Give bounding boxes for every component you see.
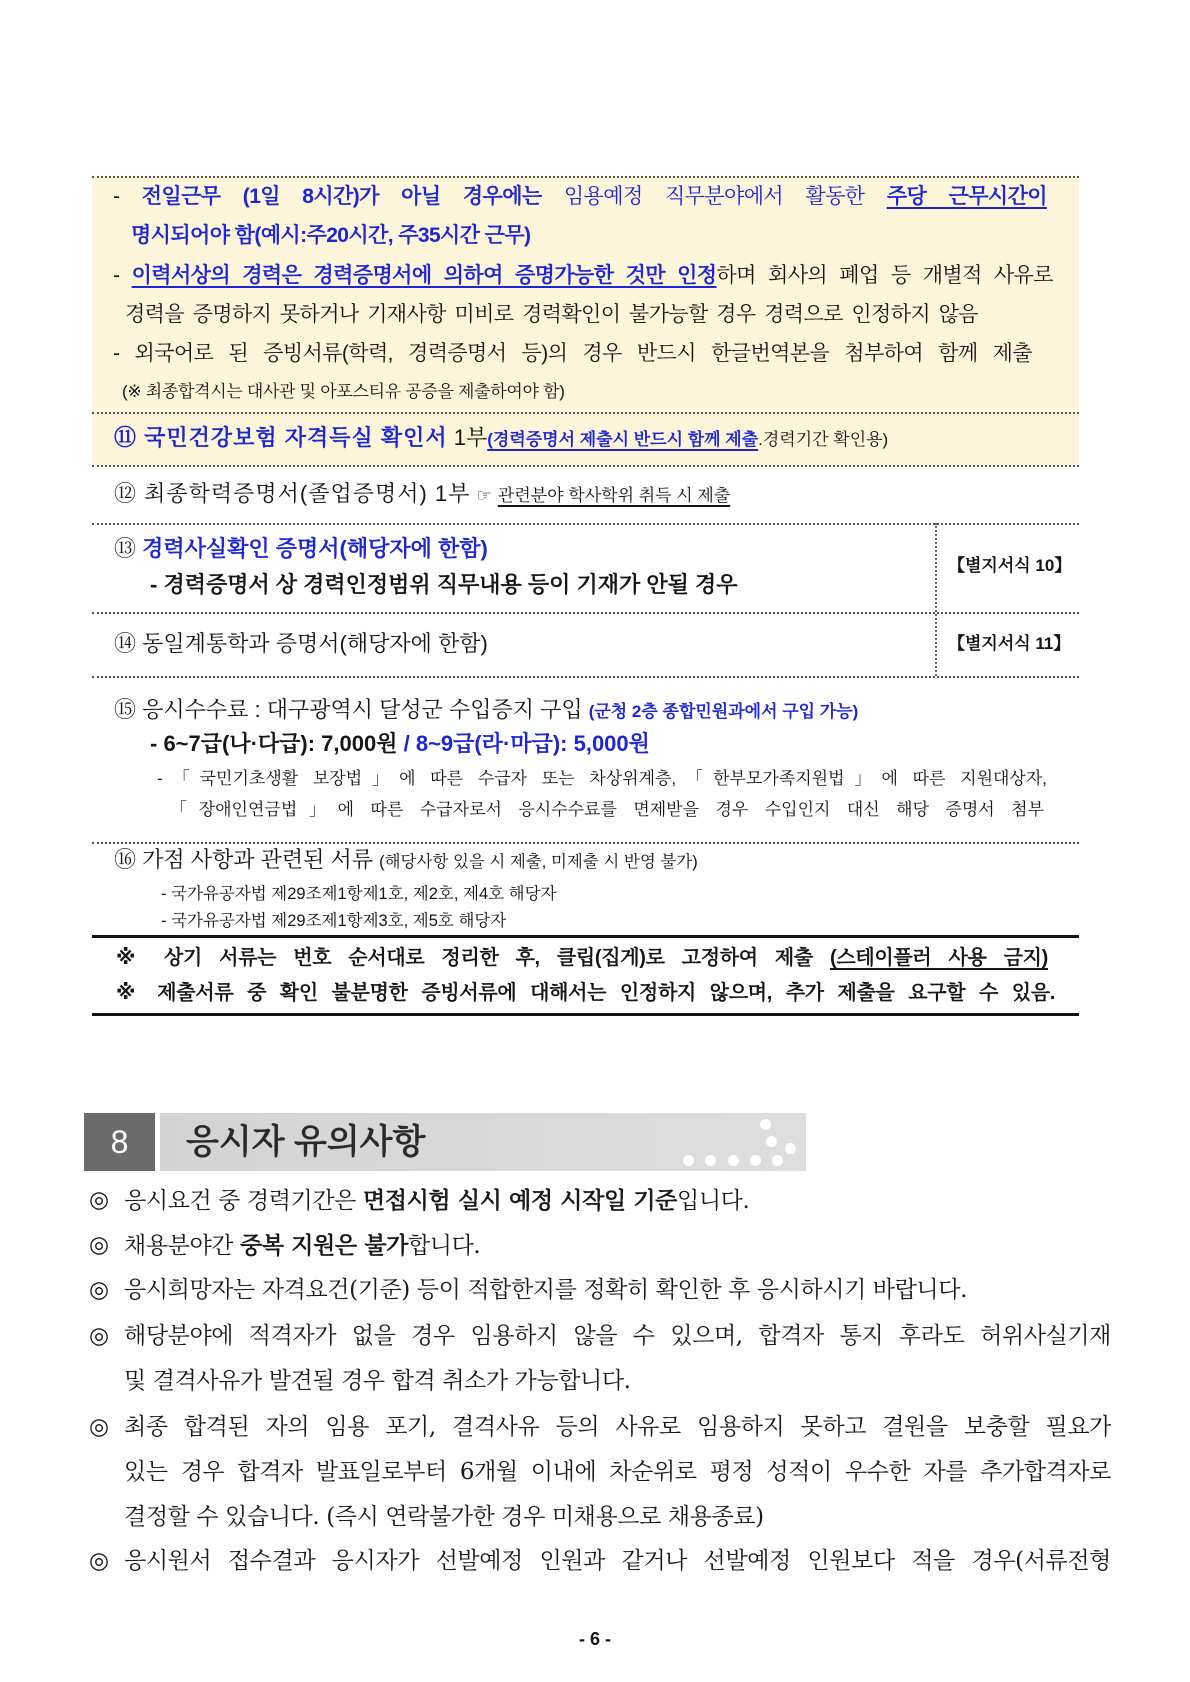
notice-text: 응시요건 중 경력기간은 <box>124 1188 357 1214</box>
bullet-mark: ◎ <box>89 1277 109 1303</box>
career-note-text: 하며 회사의 폐업 등 개별적 사유로 <box>716 264 1053 287</box>
notice-line <box>124 1178 1111 1223</box>
proof-requirement-emphasis: 이력서상의 경력은 경력증명서에 의하여 증명가능한 것만 인정 <box>131 264 717 287</box>
career-note-line <box>113 177 1047 216</box>
notice-emphasis: 면접시험 실시 예정 시작일 기준 <box>362 1187 678 1214</box>
dash: - <box>113 264 120 287</box>
section-number: 8 <box>84 1113 155 1171</box>
notice-line: 응시희망자는 자격요건(기준) 등이 적합한지를 정확히 확인한 후 응시하시기 바랍니다. <box>124 1277 967 1303</box>
notice-text: 합니다. <box>407 1233 481 1259</box>
footnote <box>116 943 1048 973</box>
item-note: .경력기간 확인용) <box>758 430 889 449</box>
notice-emphasis: 중복 지원은 불가 <box>240 1232 408 1259</box>
notice-line: 있는 경우 합격자 발표일로부터 6개월 이내에 차순위로 평정 성적이 우수한 자를 추가합격자로 <box>124 1459 1111 1485</box>
notice-line: 응시원서 접수결과 응시자가 선발예정 인원과 같거나 선발예정 인원보다 적을 경우(서류전형 <box>124 1548 1111 1574</box>
career-note-line <box>113 256 1053 295</box>
bullet-mark: ◎ <box>89 1323 109 1349</box>
weekly-hours-emphasis: 주당 근무시간이 <box>886 185 1047 208</box>
item-note: (해당사항 있을 시 제출, 미제출 시 반영 불가) <box>379 853 698 871</box>
bullet-mark: ◎ <box>89 1232 109 1258</box>
document-item-11 <box>114 421 1074 455</box>
fee-grade-8-9: / 8~9급(라·마급): 5,000원 <box>403 731 650 756</box>
item-sub-line: - 국가유공자법 제29조제1항제1호, 제2호, 제4호 해당자 <box>161 885 557 903</box>
notice-text: 입니다. <box>677 1188 750 1214</box>
pointing-hand-icon: ☞ <box>476 486 492 505</box>
item-title: 경력사실확인 증명서(해당자에 한함) <box>142 536 488 561</box>
form-reference: 【별지서식 11】 <box>948 634 1071 653</box>
fee-grade-6-7: - 6~7급(나·다급): 7,000원 <box>150 731 398 756</box>
footnote: ※ 제출서류 중 확인 불분명한 증빙서류에 대해서는 인정하지 않으며, 추가 제출을 요구할 수 있음. <box>116 982 1055 1004</box>
row-divider <box>92 612 1079 614</box>
decorative-dot <box>760 1119 771 1130</box>
decorative-dot <box>750 1155 761 1166</box>
item-note: 관련분야 학사학위 취득 시 제출 <box>497 486 731 505</box>
decorative-dot <box>772 1155 783 1166</box>
decorative-dot <box>766 1136 777 1147</box>
fulltime-condition: 전일근무 (1일 8시간)가 아닐 경우에는 <box>141 185 542 208</box>
footnote-bottom-rule <box>92 1013 1079 1016</box>
footnote-text: ※ 상기 서류는 번호 순서대로 정리한 후, 클립(집게)로 고정하여 제출 <box>116 947 813 969</box>
purchase-location: (군청 2층 종합민원과에서 구입 가능) <box>588 702 859 721</box>
stapler-warning: (스테이플러 사용 금지) <box>829 947 1048 969</box>
item-detail: - 경력증명서 상 경력인정범위 직무내용 등이 기재가 안될 경우 <box>150 572 738 597</box>
career-note-line: 명시되어야 함(예시:주20시간, 주35시간 근무) <box>131 224 531 247</box>
decorative-dot <box>683 1155 694 1166</box>
decorative-dot <box>728 1155 739 1166</box>
item-number: ⑬ <box>114 536 137 561</box>
item-sub-line: - 국가유공자법 제29조제1항제3호, 제5호 해당자 <box>161 912 507 930</box>
document-item-16 <box>114 843 1074 877</box>
bullet-mark: ◎ <box>89 1548 109 1574</box>
notice-line: 최종 합격된 자의 임용 포기, 결격사유 등의 사유로 임용하지 못하고 결원을 보충할 필요가 <box>124 1414 1111 1440</box>
document-item-12 <box>114 477 1074 511</box>
form-reference: 【별지서식 10】 <box>948 556 1072 575</box>
row-divider <box>92 523 1079 525</box>
career-note-line: 경력을 증명하지 못하거나 기재사항 미비로 경력확인이 불가능할 경우 경력으로 인정하지 않음 <box>125 303 978 326</box>
item-note: (경력증명서 제출시 반드시 함께 제출 <box>487 430 759 449</box>
decorative-dot <box>705 1155 716 1166</box>
career-note-line: (※ 최종합격시는 대사관 및 아포스티유 공증을 제출하여야 함) <box>122 382 565 401</box>
fee-exemption-line: 「장애인연금법」에 따른 수급자로서 응시수수료를 면제받을 경우 수입인지 대신 해당 증명서 첨부 <box>170 800 1044 819</box>
item-title: ⑮ 응시수수료 : 대구광역시 달성군 수입증지 구입 <box>114 697 583 722</box>
table-bottom-rule <box>92 935 1079 938</box>
row-divider <box>92 412 1079 414</box>
form-column-divider <box>935 523 937 676</box>
document-item-14: ⑭ 동일계통학과 증명서(해당자에 한함) <box>114 631 488 656</box>
item-title: ⑫ 최종학력증명서(졸업증명서) 1부 <box>114 481 471 506</box>
notice-line <box>124 1223 1111 1268</box>
notice-line: 및 결격사유가 발견될 경우 합격 취소가 가능합니다. <box>124 1368 631 1394</box>
section-title-bar <box>160 1113 806 1171</box>
document-item-13 <box>114 532 929 566</box>
decorative-dot <box>785 1143 796 1154</box>
item-count: 1부 <box>453 425 488 450</box>
item-title: ⑯ 가점 사항과 관련된 서류 <box>114 847 373 872</box>
bullet-mark: ◎ <box>89 1187 109 1213</box>
row-divider <box>92 465 1079 467</box>
notice-text: 채용분야간 <box>124 1233 234 1259</box>
page-number: - 6 - <box>578 1629 611 1649</box>
career-note-line: - 외국어로 된 증빙서류(학력, 경력증명서 등)의 경우 반드시 한글번역본을 첨부하여 함께 제출 <box>113 342 1032 365</box>
bullet-mark: ◎ <box>89 1414 109 1440</box>
fee-exemption-line: -「국민기초생활 보장법」에 따른 수급자 또는 차상위계층,「한부모가족지원법」에 따른 지원대상자, <box>157 769 1047 788</box>
section-title: 응시자 유의사항 <box>186 1123 426 1161</box>
row-divider <box>92 676 1079 678</box>
dash: - <box>113 185 120 208</box>
notice-line: 해당분야에 적격자가 없을 경우 임용하지 않을 수 있으며, 합격자 통지 후라도 허위사실기재 <box>124 1323 1111 1349</box>
fee-amounts <box>150 727 1050 761</box>
career-note-text: 임용예정 직무분야에서 활동한 <box>563 185 865 208</box>
document-item-15 <box>114 693 1074 727</box>
notice-line: 결정할 수 있습니다. (즉시 연락불가한 경우 미채용으로 채용종료) <box>124 1504 764 1530</box>
item-title: ⑪ 국민건강보험 자격득실 확인서 <box>114 425 448 450</box>
